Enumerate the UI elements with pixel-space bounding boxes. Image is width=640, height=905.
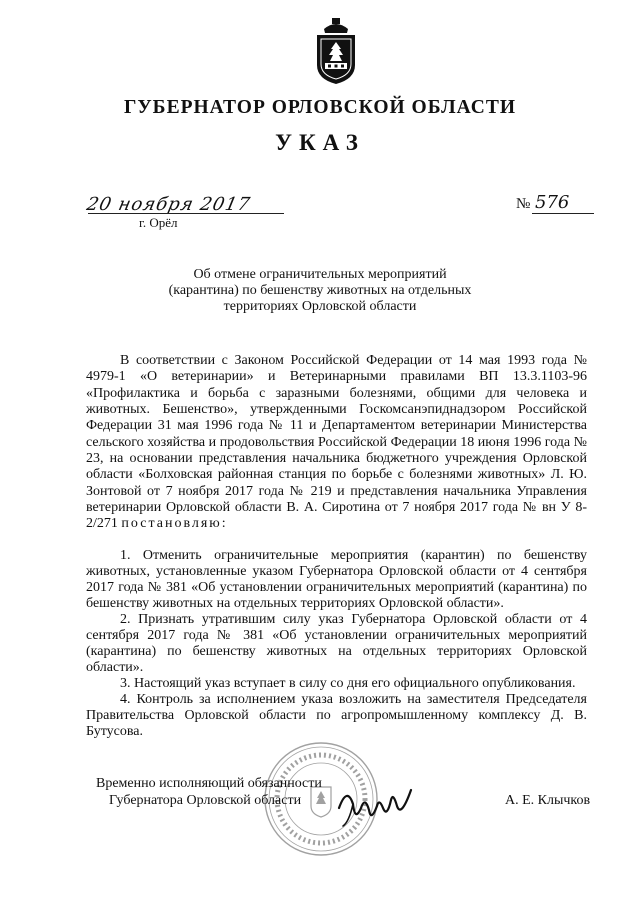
subject-line: территориях Орловской области — [223, 299, 417, 314]
document-type: УКАЗ — [275, 130, 365, 155]
authority-title: ГУБЕРНАТОР ОРЛОВСКОЙ ОБЛАСТИ — [123, 97, 517, 118]
subject-line: Об отмене ограничительных мероприятий — [193, 267, 447, 282]
signatory-name: А. Е. Клычков — [505, 793, 591, 808]
preamble-paragraph — [86, 353, 587, 533]
signatory-position-line2: Губернатора Орловской области — [109, 793, 302, 808]
date-underline — [88, 213, 284, 214]
number-label: № — [516, 196, 531, 212]
handwritten-signature-icon — [335, 778, 415, 830]
preamble-keyword: постановляю: — [121, 516, 228, 532]
decree-item: 4. Контроль за исполнением указа возложить на заместителя Председателя Правительства Орловской области по агропромышленному комплексу Д. В. Бутусова. — [86, 692, 587, 739]
number-underline — [532, 213, 594, 214]
document-subject — [0, 267, 640, 315]
document-date — [84, 194, 287, 215]
decree-item: 1. Отменить ограничительные мероприятия (карантин) по бешенству животных, установленные указом Губернатора Орловской области от 4 сентября 2017 года № 381 «Об установлении ограничительных мероприятий (карантина) по бешенству животных на отдельных территориях Орловской области». — [86, 548, 587, 611]
decree-items — [86, 548, 587, 740]
decree-item: 2. Признать утратившим силу указ Губернатора Орловской области от 4 сентября 2017 года № 381 «Об установлении ограничительных мероприятий (карантина) по бешенству животных на отдельных территориях Орловской области». — [86, 612, 587, 675]
decree-item: 3. Настоящий указ вступает в силу со дня его официального опубликования. — [120, 676, 576, 691]
number-handwritten: 576 — [535, 192, 570, 213]
subject-line: (карантина) по бешенству животных на отдельных — [168, 283, 472, 298]
orel-oblast-coat-of-arms-icon — [311, 15, 361, 85]
document-city: г. Орёл — [139, 215, 178, 230]
signatory-position-line1: Временно исполняющий обязанности — [96, 776, 322, 791]
date-handwritten: 20 ноября 2017 — [84, 194, 253, 215]
preamble-text: В соответствии с Законом Российской Федерации от 14 мая 1993 года № 4979-1 «О ветеринарии» и Ветеринарными правилами ВП 13.3.1103-96 «Профилактика и борьба с заразными болезнями, общими для человека и животных. Бешенство», утвержденными Госкомсанэпиднадзором Российской Федерации 31 мая 1996 года № 11 и Департаментом ветеринарии Министерства сельского хозяйства и продовольствия Российской Федерации 18 июня 1996 года № 23, на основании представления начальника бюджетного учреждения Орловской области «Болховская районная станция по борьбе с болезнями животных» Л. Ю. Зонтовой от 7 ноября 2017 года № 219 и представления начальника Управления ветеринарии Орловской области В. А. Сиротина от 7 ноября 2017 года № вн У 8-2/271 — [86, 353, 587, 532]
document-number — [535, 192, 569, 213]
